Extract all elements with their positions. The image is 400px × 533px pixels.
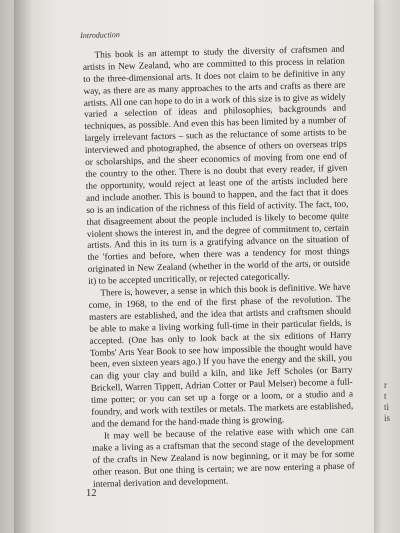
margin-letter: r (384, 380, 387, 390)
margin-letter: is (384, 413, 391, 423)
spine-shadow (14, 0, 32, 533)
page-text-block (82, 24, 355, 491)
margin-letter: ti (384, 402, 390, 412)
next-page-edge (372, 0, 400, 533)
paragraph-1: This book is an attempt to study the diversity of craftsmen and artists in New Zealand, who are committed to this process in relation to the three-dimensional arts. It does not claim to be definitive in any way, as there are as many approaches to the arts and crafts as there are artists. All one can hope to do in a work of this size is to give as widely varied a selection of ideas and philosophies, backgrounds and techniques, as possible. And even this has been limited by a number of largely irrelevant factors – such as the reluctance of some artists to be interviewed and photographed, the absence of others on overseas trips or scholarships, and the sheer economics of moving from one end of the country to the other. There is no doubt that every reader, if given the opportunity, would reject at least one of the artists included here and include another. This is bound to happen, and the fact that it does so is an indication of the richness of this field of activity. The fact, too, that disagreement about the people included is likely to become quite violent shows the interest in, and the degree of commitment to, certain artists. And this in its turn is a gratifying advance on the situation of the 'forties and before, when there was a tendency for most things originated in New Zealand (whether in the world of the arts, or outside it) to be accepted uncritically, or rejected categorically. (82, 43, 350, 287)
running-head: Introduction (80, 30, 120, 41)
paragraph-2: There is, however, a sense in which this book is definitive. We have come, in 1968, to the end of the first phase of the revolution. The masters are established, and the idea that artists and craftsmen should be able to make a living working full-time in their particular fields, is accepted. (One has only to look back at the six editions of Harry Tombs' Arts Year Book to see how impossible the thought would have been, even sixteen years ago.) If you have the energy and the skill, you can dig your clay and build a kiln, and like Jeff Scholes (or Barry Brickell, Warren Tippett, Adrian Cotter or Paul Melser) become a full-time potter; or you can set up a forge or a loom, or a studio and a foundry, and work with textiles or metals. The markets are established, and the demand for the hand-made thing is growing. (88, 281, 354, 429)
page-number: 12 (86, 488, 97, 499)
margin-letter: t (384, 391, 387, 401)
next-page-text-fragments (384, 380, 398, 424)
paragraph-3: It may well be because of the relative ease with which one can make a living as a craftsman that the second stage of the development of the crafts in New Zealand is now beginning, or it may be for some other reason. But one thing is certain; we are now entering a phase of internal derivation and development. (92, 424, 355, 489)
